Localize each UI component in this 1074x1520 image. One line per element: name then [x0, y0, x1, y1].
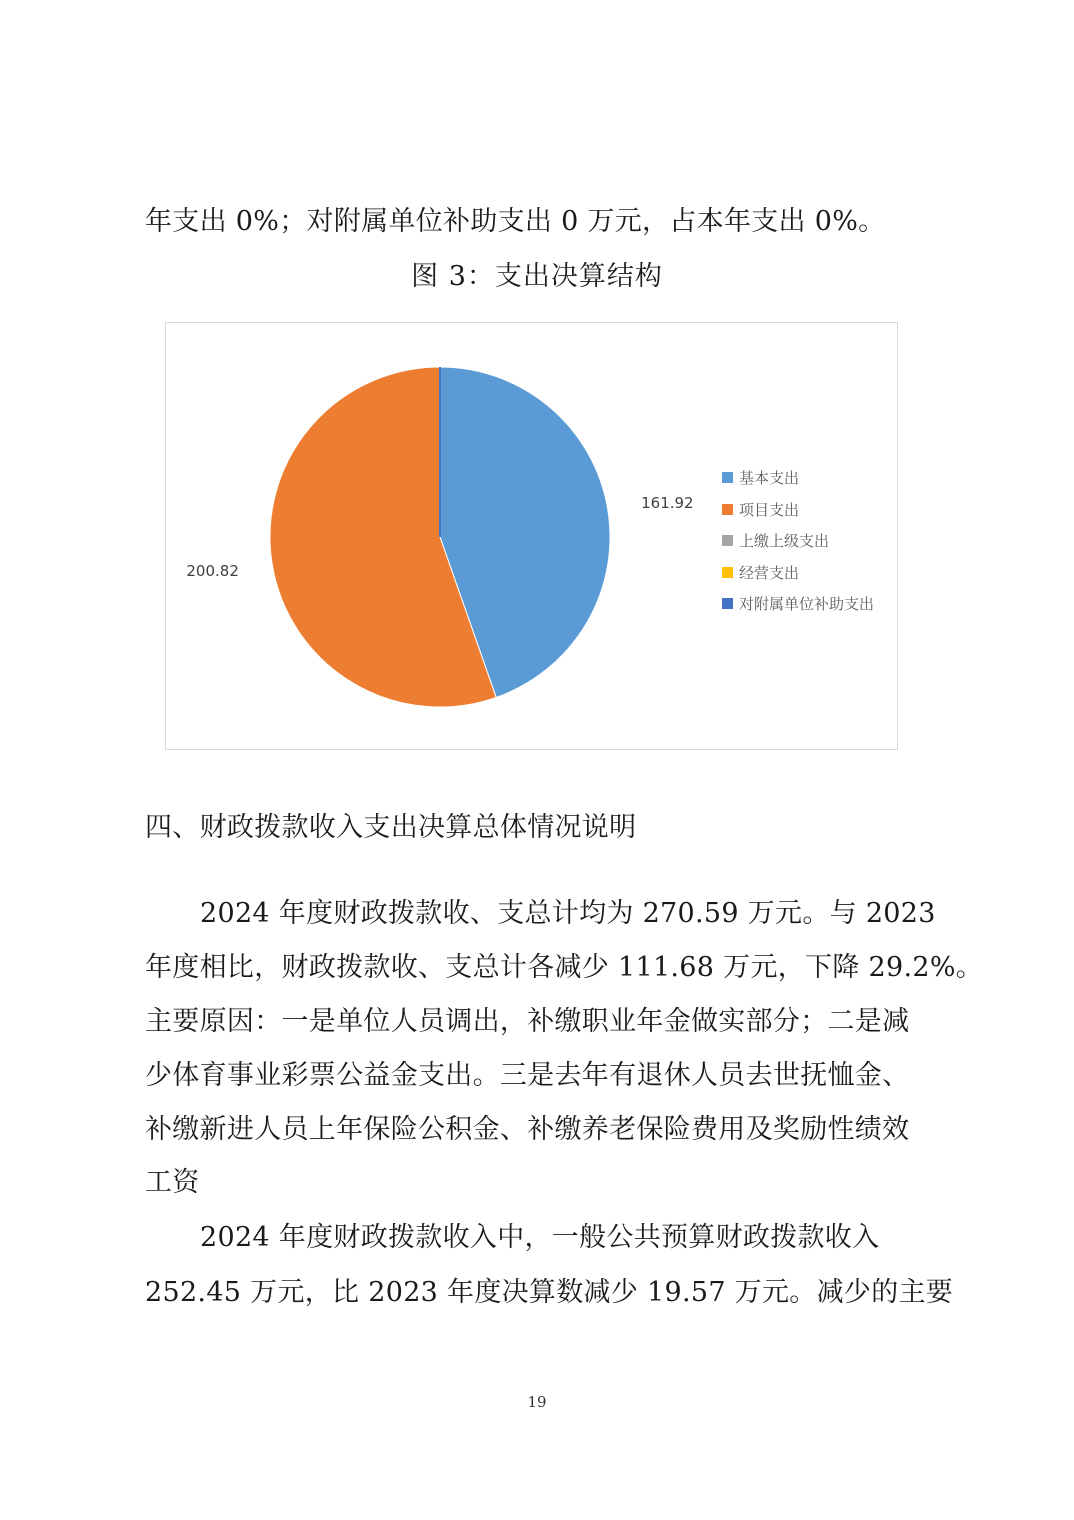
legend-swatch: [722, 567, 733, 578]
legend-label: 基本支出: [739, 469, 800, 488]
legend-item: [722, 588, 874, 620]
legend-label: 项目支出: [739, 500, 800, 519]
legend-label: 上缴上级支出: [739, 532, 830, 551]
expenditure-structure-chart: [165, 322, 898, 750]
paragraph-1-line: 2024 年度财政拨款收、支总计均为 270.59 万元。与 2023: [200, 898, 936, 929]
legend-label: 对附属单位补助支出: [739, 595, 875, 614]
legend-swatch: [722, 472, 733, 483]
legend-item: [722, 557, 874, 589]
pie-data-label-1: 161.92: [641, 493, 694, 512]
figure-caption: 图 3：支出决算结构: [411, 261, 663, 292]
legend-swatch: [722, 504, 733, 515]
legend-swatch: [722, 598, 733, 609]
legend-item: [722, 462, 874, 494]
pie-data-label-2: 200.82: [186, 562, 239, 581]
section-heading: 四、财政拨款收入支出决算总体情况说明: [145, 812, 637, 843]
page-number: 19: [527, 1393, 547, 1411]
chart-legend: [722, 462, 874, 620]
paragraph-1-line: 主要原因：一是单位人员调出，补缴职业年金做实部分；二是减: [145, 1006, 910, 1037]
paragraph-1-line: 补缴新进人员上年保险公积金、补缴养老保险费用及奖励性绩效: [145, 1114, 910, 1145]
paragraph-2-line: 252.45 万元，比 2023 年度决算数减少 19.57 万元。减少的主要: [145, 1277, 954, 1308]
paragraph-1-line: 少体育事业彩票公益金支出。三是去年有退休人员去世抚恤金、: [145, 1060, 910, 1091]
legend-item: [722, 494, 874, 526]
legend-item: [722, 525, 874, 557]
legend-swatch: [722, 535, 733, 546]
legend-label: 经营支出: [739, 563, 800, 582]
paragraph-2-line: 2024 年度财政拨款收入中，一般公共预算财政拨款收入: [200, 1222, 880, 1253]
paragraph-1-line: 工资: [145, 1167, 200, 1198]
intro-line: 年支出 0%；对附属单位补助支出 0 万元，占本年支出 0%。: [145, 206, 886, 237]
paragraph-1-line: 年度相比，财政拨款收、支总计各减少 111.68 万元，下降 29.2%。: [145, 952, 984, 983]
